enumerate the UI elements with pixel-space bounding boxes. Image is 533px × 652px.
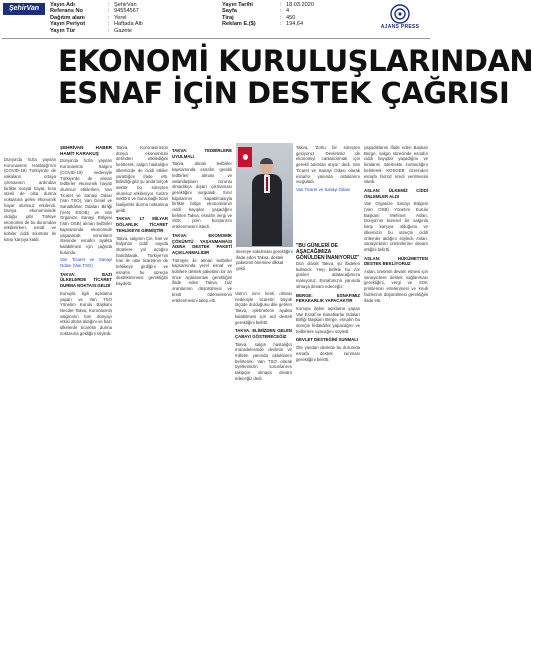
highlighted-text: Van Ticaret ve Sanayi Odası — [296, 186, 351, 192]
meta-row: Tiraj : 450 — [222, 14, 296, 21]
subheading: ASLAN: HÜKÜMETTEN DESTEK BEKLİYORUZ — [364, 255, 428, 267]
meta-value: Haftada Altı — [114, 21, 143, 28]
paragraph: Takva, salgının Çin, İran ve İtalya'da ciddi sayıda ölümlere yol açtığını hatırlatarak, Türkiye'nin İran ile olan ticaretinin de tehlikeye girdiğini ve esnafın bu süreçte desteklenmesi gerektiğini kaydetti. — [116, 235, 168, 287]
pull-quote: "BU GÜNLERİ DE AŞACAĞIMIZA GÖNÜLDEN İNANIYORUZ" — [296, 243, 360, 262]
article-column-7 — [364, 145, 428, 645]
meta-row: Reklam E.($) : 194,64 — [222, 21, 304, 28]
agency-logo — [372, 4, 428, 36]
meta-key: Tiraj — [222, 14, 234, 21]
headline-line-2: ESNAF İÇİN DESTEK ÇAĞRISI — [58, 76, 510, 110]
paragraph: Van Organize Sanayi Bölgesi (Van OSB) Yönetim Kurulu Başkanı Mehmet Aslan, Dünya'nın küresel bir salgınla karşı karşıya olduğunu ve ülkemizin bu süreçte ciddi önlemler aldığını söyledi. Aslan, sanayicilerin üretimlerine devam ettiğini belirtti. — [364, 201, 428, 252]
meta-key: Yayın Periyot — [50, 21, 86, 28]
byline: ŞEHRİVAN HABER HAMİT KARAKUŞ — [60, 145, 112, 156]
article-column-6-cont — [296, 261, 360, 645]
meta-key: Sayfa — [222, 8, 237, 15]
meta-value: 450 — [286, 14, 296, 21]
subheading: DEVLET DESTEĞİNİ SUNMALI — [296, 337, 359, 343]
meta-key: Dağıtım alanı — [50, 14, 85, 21]
article-column-6 — [296, 145, 360, 241]
meta-value: 94554567 — [114, 8, 139, 15]
paragraph: yaşadıklarını ifade eden Başkan Berge, salgın sürecinde esnafın ciddi kayıplar yaşadığını ve kiralarını ödemekte zorlandığını belirterek KOSGEB üzerinden esnafa faizsiz kredi verilmesini istedi. — [364, 145, 428, 185]
flag-icon — [238, 147, 252, 167]
news-clipping — [2, 38, 533, 648]
meta-value: 4 — [286, 8, 290, 15]
subheading: TAKVA: TEDBİRLERE UYULMALI — [172, 148, 232, 159]
agency-name: AJANS PRESS — [380, 24, 420, 30]
meta-right — [222, 2, 352, 40]
meta-value: 194,64 — [286, 21, 304, 28]
paragraph: Dün olarak Takva, şu ifadeleri kullandı: 'Hep birlikte bu zor günleri atlatacağımıza inanıyoruz. Esnafımızın yanında olmaya devam edeceğiz.' — [296, 261, 360, 289]
paragraph: Dünya'da hızla yayılan Koronavirüs Salgını (COVID-19) nedeniyle Türkiye'de de alınan tedbirler ekonomik hayatı olumsuz etkilerken, Van Ticaret ve Sanayi Odası (Van TSO), Van Genel ve Sanatkârlar Odaları Birliği (VAN ESOB) ve Van Organize Sanayi Bölgesi (Van OSB) alınan tedbirler kapsamında ekonomide yaşanacak sorunların ötesinde esnafın ayakta kalabilmesi için çağrıda bulundu. — [60, 158, 112, 255]
article-column-2 — [60, 145, 112, 645]
meta-value: 18.03.2020 — [286, 2, 314, 8]
paragraph: Aslan, üretimin devam etmesi için sanayicilere destek sağlanması gerektiğini, vergi ve SGK primlerinin ertelenmesi ve kredi faizlerinin düşürülmesi gerektiğini ifade etti. — [364, 269, 429, 303]
paragraph: Takva, alınan tedbirler kapsamında esnafın gerekli tedbirleri alması ve vatandaşların zorunlu olmadıkça dışarı çıkmaması gerektiğini vurguladı. Sınır kapılarının kapatılmasıyla birlikte bölge ekonomisinin ciddi kayıplar yaşadığını belirten Takva, esnafın vergi ve SGK prim borçlarının ertelenmesini istedi. — [172, 161, 232, 230]
article-photo — [236, 143, 293, 247]
paragraph: Konuyla ilgili açıklama yapan ve Van TSO Yönetim Kurulu Başkanı Necdet Takva, Koronavirüs salgınının tüm dünyayı etkisi altına aldığını ve bazı ülkelerde ticaretin durma noktasına geldiğini söyledi. — [60, 290, 112, 336]
meta-key: Yayın Tür — [50, 27, 76, 34]
person-portrait — [252, 159, 282, 247]
paragraph: Öte yandan devletin bu durumda esnafa destek sunması gerektiğini belirtti. — [296, 345, 360, 362]
paragraph: Takva, 'Zorlu bir süreçten geçiyoruz. Devletimiz de ekonomiyi canlandırmak için gerekli adımları atıyor' dedi. Van Ticaret ve Sanayi Odası olarak esnafın yanında olduklarını vurguladı. — [296, 145, 360, 185]
subheading: TAKVA: ELİMİZDEN GELEN ÇABAYI GÖSTERECEĞİZ — [235, 328, 292, 339]
meta-row: Dağıtım alanı : Yerel — [50, 14, 127, 21]
photo-caption: devreye sokulması gerektiğini ifade eden Takva, destek paketinin önemine dikkat çekti. — [236, 249, 293, 272]
publication-logo: ŞehirVan — [3, 3, 45, 15]
meta-row: Yayın Adı : ŞehirVan — [50, 2, 137, 8]
article-column-4 — [172, 145, 232, 645]
meta-row: Sayfa : 4 — [222, 8, 290, 15]
subheading: TAKVA: 17 MİLYAR DOLARLIK TİCARET TEHLİKEYE GİRMİŞTİR — [116, 216, 168, 233]
meta-row: Yayın Tür : Gazete — [50, 27, 133, 34]
article-column-1 — [4, 157, 56, 527]
subheading: ASLAN: ÜLKEMİZ CİDDİ ÖNLEMLER ALDI — [364, 187, 428, 199]
meta-key: Reklam E.($) — [222, 21, 256, 28]
headline — [58, 44, 533, 110]
meta-value: Yerel — [114, 14, 127, 21]
subheading: BERGE: ESNAFIMIZ FERAKARLIK YAPACAKTIR — [296, 292, 360, 304]
paragraph: Van'ın sınır kenti olması nedeniyle ticaretin büyük ölçüde durduğunu dile getiren Takva, işletmelerin ayakta kalabilmesi için acil destek gerektiğini belirtti. — [235, 291, 292, 325]
paragraph: Takva, Koronavirüsün dünya ekonomisini derinden etkilediğini belirterek, salgın hastalığın ülkemizde de ciddi etkiler yarattığını ifade etti. Bilindiği gibi şu anda birçok sektör bu süreçten olumsuz etkileniyor, turizm sektörü ve buna bağlı ticari faaliyetler durma noktasına geldi. — [116, 145, 168, 213]
article-column-5 — [235, 291, 292, 652]
paragraph: Takva, salgın hastalığın mücadelesinde devletin ve milletin yanında olduklarını belirterek, Van TSO olarak üyelerimizin sorunlarının takipçisi olmaya devam edeceğiz dedi. — [235, 341, 292, 381]
meta-value: Gazete — [114, 27, 133, 34]
agency-emblem-icon — [390, 4, 410, 24]
meta-value: ŞehirVan — [114, 2, 137, 8]
meta-key: Yayın Adı — [50, 2, 75, 8]
paragraph: Tümüyle ile alınan tedbirler kapsamında yerel esnaf ve kobilere destek paketinin bir an önce açıklanması gerektiğini ifade eden Takva, faiz oranlarının düşürülmesi ve kredi ödemelerinin ertelenmesini talep etti. — [172, 257, 232, 303]
meta-key: Referans No — [50, 8, 83, 15]
highlighted-text: Van Ticaret ve Sanayi Odası (Van TSO) — [60, 257, 112, 269]
meta-row: Yayın Periyot : Haftada Altı — [50, 21, 143, 28]
meta-left — [50, 2, 200, 40]
subheading: TAKVA: EKONOMİK ÇÖKÜNTÜ YAŞANMAMASI ADINA DESTEK PAKETİ AÇIKLANMALIDIR — [172, 232, 232, 255]
meta-key: Yayın Tarihi — [222, 2, 253, 8]
meta-row: Referans No : 94554567 — [50, 8, 139, 15]
headline-line-1: EKONOMİ KURULUŞLARINDAN — [58, 44, 533, 78]
article-column-3 — [116, 145, 168, 645]
paragraph: Dünya'da hızla yayılan Koronavirüs Hastalığı'nın (COVID-19) Türkiye'de de vakaların ortaya çıkmasının ardından birlikte sosyal hayat, kısa süreli de olsa durma noktasına gelen ekonomik hayat olumsuz etkilendi. Dünya ekonomisinde olduğu gibi Türkiye ekonomisi de bu durumdan etkilenirken, esnaf ve kobiler ciddi sıkıntılar ile karşı karşıya kaldı. — [4, 157, 56, 242]
subheading: TAKVA: BAZI ÜLKELERDE TİCARET DURMA NOKTASI GELDİ — [60, 271, 112, 289]
paragraph: Konuya ilişkin açıklama yapan Van Esnaf ve Sanatkarlar Odaları Birliği Başkanı Berge, esnafın bu süreçte fedakârlık yapacağını ve tedbirlere uyacağını söyledi. — [296, 305, 360, 334]
meta-row: Yayın Tarihi : 18.03.2020 — [222, 2, 314, 8]
